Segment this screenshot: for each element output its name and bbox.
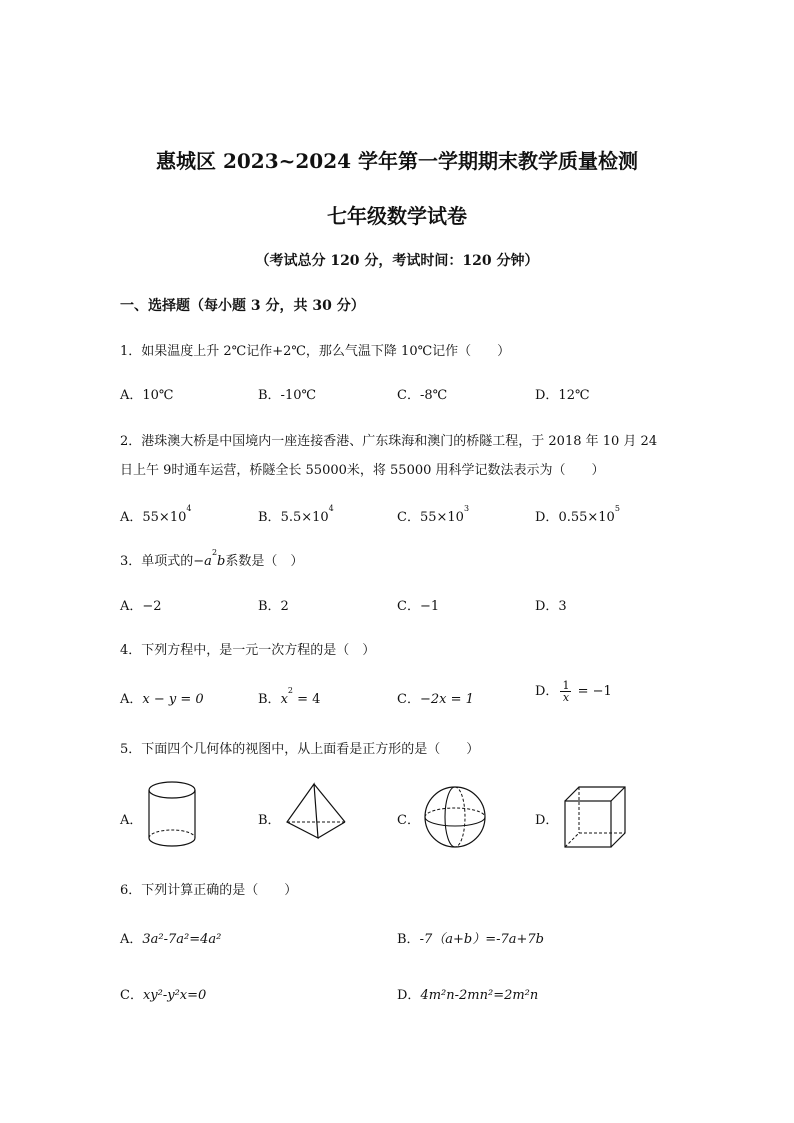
option-exponent: 5: [614, 504, 620, 513]
option-label: B．: [258, 510, 281, 525]
option-base: 0.55×10: [558, 510, 615, 525]
question-6-stem: 6．下列计算正确的是（ ）: [120, 883, 298, 898]
option-variable: x: [280, 692, 288, 707]
option-label: B．: [397, 932, 420, 947]
stem-monomial-b: b: [217, 554, 226, 569]
section-heading: 一、选择题（每小题 3 分，共 30 分）: [120, 298, 365, 314]
fraction-numerator: 1: [562, 679, 570, 692]
question-4-option-a: [120, 688, 204, 707]
stem-exponent: 2: [211, 548, 218, 557]
question-3-option-d: D．3: [535, 599, 567, 614]
option-rest: = −1: [573, 684, 612, 699]
option-label: C．: [397, 692, 420, 707]
option-label: C．: [397, 510, 420, 525]
question-1-option-a: A．10℃: [120, 388, 174, 403]
exam-info: （考试总分 120 分，考试时间：120 分钟）: [255, 253, 539, 269]
question-3-option-b: B．2: [258, 599, 289, 614]
question-1-option-d: D．12℃: [535, 388, 590, 403]
question-2-stem-line2: 日上午 9时通车运营，桥隧全长 55000米，将 55000 用科学记数法表示为（ ）: [120, 463, 605, 478]
option-label: A．: [120, 510, 143, 525]
option-label: B．: [258, 692, 281, 707]
question-2-option-d: [535, 506, 620, 525]
option-label: D．: [535, 684, 559, 699]
question-5-option-b: B．: [258, 813, 281, 828]
option-expression: 3a²-7a²=4a²: [142, 932, 222, 947]
cube-icon: [562, 784, 628, 850]
option-exponent: 2: [287, 686, 293, 695]
option-equation: x − y = 0: [142, 692, 204, 707]
question-4-option-c: [397, 688, 474, 707]
sphere-icon: [422, 784, 488, 850]
option-expression: xy²-y²x=0: [142, 988, 207, 1003]
option-base: 5.5×10: [280, 510, 329, 525]
question-1-option-c: C．-8℃: [397, 388, 448, 403]
question-5-option-d: D．: [535, 813, 559, 828]
page-title: 惠城区 2023~2024 学年第一学期期末教学质量检测: [155, 149, 638, 173]
option-rest: = 4: [293, 692, 321, 707]
stem-text-post: 系数是（ ）: [225, 554, 304, 569]
option-expression: -7（a+b）=-7a+7b: [419, 932, 544, 947]
question-3-stem: [120, 550, 303, 569]
question-6-option-a: [120, 928, 221, 947]
cylinder-icon: [145, 778, 199, 850]
question-5-option-c: C．: [397, 813, 420, 828]
question-3-option-a: A．−2: [120, 599, 162, 614]
option-label: A．: [120, 932, 143, 947]
stem-monomial: −a: [193, 554, 212, 569]
option-base: 55×10: [419, 510, 464, 525]
page-subtitle: 七年级数学试卷: [327, 204, 467, 228]
stem-text-pre: 3．单项式的: [120, 554, 194, 569]
option-expression: 4m²n-2mn²=2m²n: [420, 988, 539, 1003]
question-6-option-b: [397, 928, 544, 947]
question-4-option-b: [258, 688, 320, 707]
question-2-option-b: [258, 506, 334, 525]
fraction: [560, 680, 571, 703]
question-1-option-b: B．-10℃: [258, 388, 317, 403]
option-label: C．: [120, 988, 143, 1003]
option-label: D．: [397, 988, 421, 1003]
question-2-option-c: [397, 506, 469, 525]
question-2-stem-line1: 2．港珠澳大桥是中国境内一座连接香港、广东珠海和澳门的桥隧工程，于 2018 年 10 月 24: [120, 434, 658, 449]
question-1-stem: 1．如果温度上升 2℃记作+2℃，那么气温下降 10℃记作（ ）: [120, 344, 511, 359]
question-4-stem: 4．下列方程中，是一元一次方程的是（ ）: [120, 643, 376, 658]
question-2-option-a: [120, 506, 191, 525]
question-6-option-c: [120, 984, 206, 1003]
fraction-denominator: x: [562, 691, 570, 704]
option-label: A．: [120, 692, 143, 707]
option-exponent: 3: [463, 504, 470, 513]
question-4-option-d: [535, 680, 612, 703]
question-5-option-a: A．: [120, 813, 143, 828]
question-3-option-c: C．−1: [397, 599, 440, 614]
option-label: D．: [535, 510, 559, 525]
question-6-option-d: [397, 984, 538, 1003]
option-base: 55×10: [142, 510, 187, 525]
option-exponent: 4: [186, 504, 192, 513]
option-equation: −2x = 1: [419, 692, 474, 707]
pyramid-icon: [284, 780, 348, 846]
option-exponent: 4: [328, 504, 334, 513]
question-5-stem: 5．下面四个几何体的视图中，从上面看是正方形的是（ ）: [120, 742, 480, 757]
